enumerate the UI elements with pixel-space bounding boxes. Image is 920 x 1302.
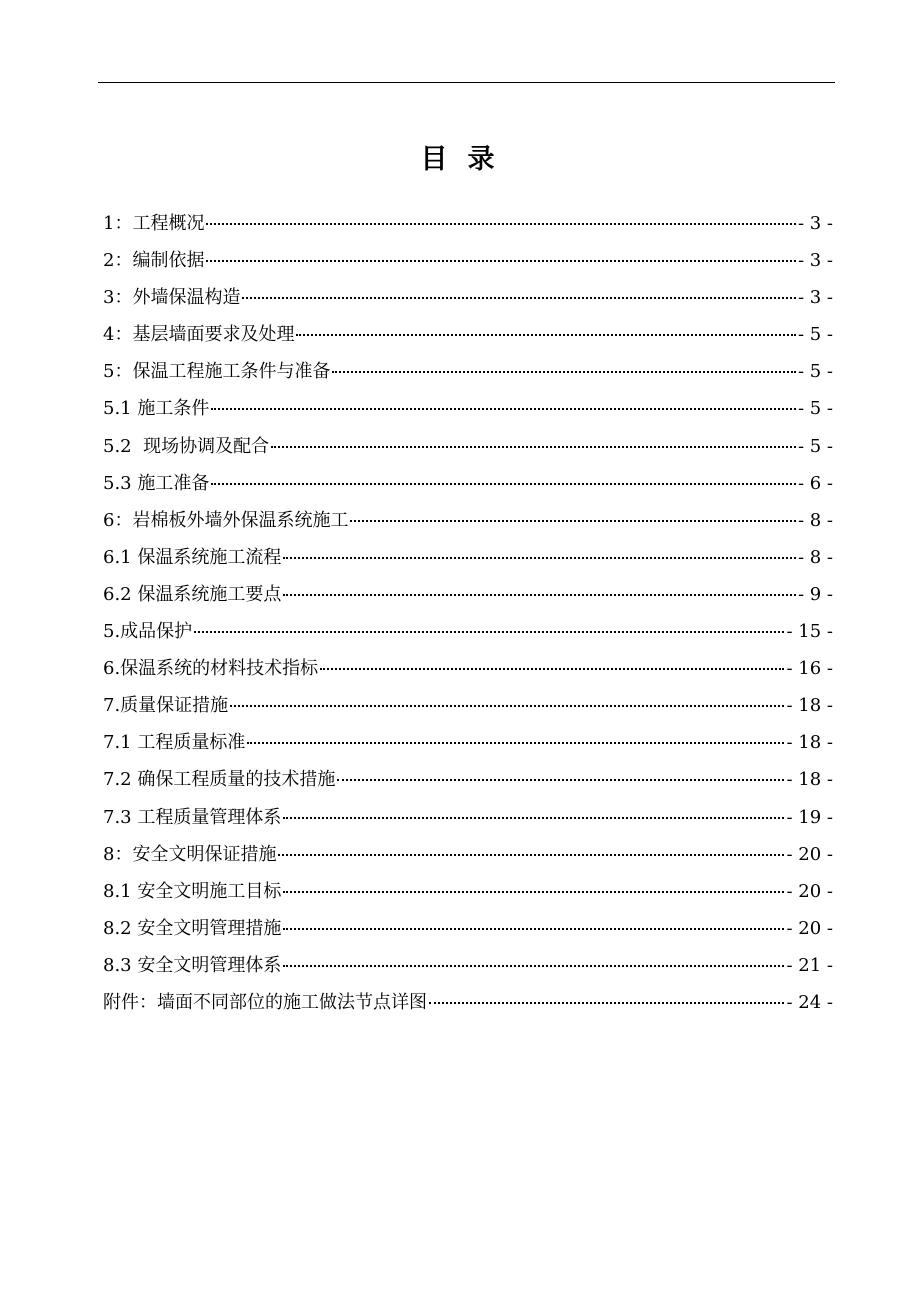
toc-entry-page: - 20 - xyxy=(786,843,833,865)
toc-entry[interactable] xyxy=(103,910,833,947)
toc-leader xyxy=(283,891,784,893)
toc-entry-page: - 3 - xyxy=(797,213,833,234)
toc-entry-text: 5：保温工程施工条件与准备 xyxy=(103,361,331,383)
toc-entry[interactable] xyxy=(103,502,833,539)
toc-entry[interactable] xyxy=(103,836,833,873)
toc-leader xyxy=(332,371,795,373)
toc-entry-page: - 5 - xyxy=(797,361,833,383)
toc-entry-text: 6：岩棉板外墙外保温系统施工 xyxy=(103,509,349,531)
toc-leader xyxy=(230,705,784,707)
toc-entry-page: - 15 - xyxy=(786,621,833,643)
toc-entry-text: 5.成品保护 xyxy=(103,621,193,643)
toc-leader xyxy=(211,483,796,485)
toc-entry[interactable] xyxy=(103,873,833,910)
toc-entry-text: 附件：墙面不同部位的施工做法节点详图 xyxy=(103,991,427,1013)
toc-entry[interactable] xyxy=(103,576,833,613)
toc-entry-text: 7.2 确保工程质量的技术措施 xyxy=(103,769,336,791)
toc-entry-page: - 20 - xyxy=(786,917,833,939)
toc-leader xyxy=(278,854,784,856)
toc-entry[interactable] xyxy=(103,947,833,984)
toc-entry-text: 4：基层墙面要求及处理 xyxy=(103,324,295,346)
toc-leader xyxy=(247,742,784,744)
toc-title: 目录 xyxy=(420,144,515,175)
toc-leader xyxy=(283,965,784,967)
toc-entry[interactable] xyxy=(103,650,833,687)
toc-entry-text: 5.1 施工条件 xyxy=(103,398,210,420)
toc-entry-page: - 16 - xyxy=(786,658,833,680)
toc-entry[interactable] xyxy=(103,353,833,390)
toc-entry-page: - 19 - xyxy=(786,806,833,828)
toc-entry[interactable] xyxy=(103,539,833,576)
toc-entry[interactable] xyxy=(103,687,833,724)
toc-leader xyxy=(283,817,784,819)
toc-entry-page: - 18 - xyxy=(786,769,833,791)
toc-entry-text: 3：外墙保温构造 xyxy=(103,287,241,309)
toc-entry-text: 7.3 工程质量管理体系 xyxy=(103,806,282,828)
toc-entry-page: - 5 - xyxy=(797,435,833,457)
toc-entry-text: 8.1 安全文明施工目标 xyxy=(103,880,282,902)
toc-leader xyxy=(271,446,796,448)
toc-leader xyxy=(283,928,784,930)
toc-entry-page: - 6 - xyxy=(797,472,833,494)
toc-leader xyxy=(337,779,784,781)
toc-entry-text: 8：安全文明保证措施 xyxy=(103,843,277,865)
toc-leader xyxy=(350,520,795,522)
toc-entry-text: 2：编制依据 xyxy=(103,250,205,272)
toc-leader xyxy=(211,408,796,410)
toc-entry[interactable] xyxy=(103,613,833,650)
toc-entry-text: 8.3 安全文明管理体系 xyxy=(103,954,282,976)
toc-entry-text: 7.质量保证措施 xyxy=(103,695,229,717)
toc-entry[interactable] xyxy=(103,205,833,242)
toc-entry-text: 6.保温系统的材料技术指标 xyxy=(103,658,319,680)
toc-leader xyxy=(242,297,795,299)
toc-entry-page: - 20 - xyxy=(786,880,833,902)
toc-entry-text: 6.1 保温系统施工流程 xyxy=(103,546,282,568)
toc-entry[interactable] xyxy=(103,316,833,353)
toc-leader xyxy=(194,631,784,633)
toc-entry-text: 8.2 安全文明管理措施 xyxy=(103,917,282,939)
toc-entry-page: - 18 - xyxy=(786,695,833,717)
toc-entry-text: 5.2 现场协调及配合 xyxy=(103,435,270,457)
toc-entry-page: - 3 - xyxy=(797,250,833,272)
table-of-contents xyxy=(103,205,833,1021)
toc-entry-text: 6.2 保温系统施工要点 xyxy=(103,583,282,605)
toc-leader xyxy=(320,668,784,670)
toc-entry-page: - 21 - xyxy=(786,954,833,976)
toc-entry-page: - 5 - xyxy=(797,324,833,346)
toc-entry[interactable] xyxy=(103,279,833,316)
toc-entry-page: - 3 - xyxy=(797,287,833,309)
toc-entry[interactable] xyxy=(103,428,833,465)
toc-entry-page: - 8 - xyxy=(797,509,833,531)
toc-entry-text: 7.1 工程质量标准 xyxy=(103,732,246,754)
toc-entry-page: - 18 - xyxy=(786,732,833,754)
toc-entry-text: 1：工程概况 xyxy=(103,213,205,234)
toc-entry-page: - 8 - xyxy=(797,546,833,568)
toc-leader xyxy=(283,557,796,559)
toc-entry[interactable] xyxy=(103,242,833,279)
toc-entry-page: - 24 - xyxy=(786,991,833,1013)
toc-leader xyxy=(283,594,796,596)
toc-leader xyxy=(206,260,795,262)
toc-entry[interactable] xyxy=(103,465,833,502)
toc-entry-page: - 9 - xyxy=(797,583,833,605)
toc-entry[interactable] xyxy=(103,761,833,798)
toc-entry[interactable] xyxy=(103,390,833,427)
toc-leader xyxy=(206,223,795,225)
toc-entry[interactable] xyxy=(103,724,833,761)
toc-entry-page: - 5 - xyxy=(797,398,833,420)
toc-leader xyxy=(296,334,795,336)
toc-entry-text: 5.3 施工准备 xyxy=(103,472,210,494)
toc-entry[interactable] xyxy=(103,799,833,836)
header-rule xyxy=(98,82,835,83)
toc-leader xyxy=(429,1002,784,1004)
toc-entry[interactable] xyxy=(103,984,833,1021)
